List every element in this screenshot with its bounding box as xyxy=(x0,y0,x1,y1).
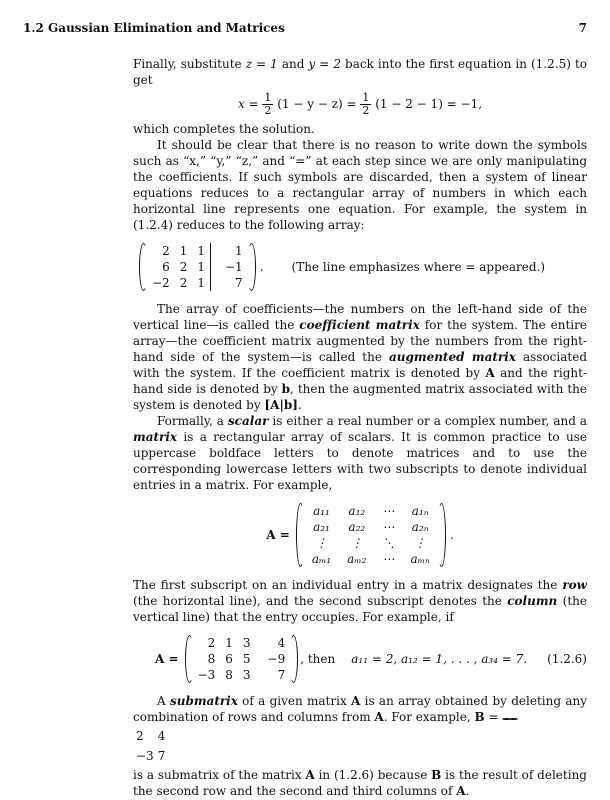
paragraph-row-column: The first subscript on an individual entry in a matrix designates the row (the horizontal line), and the second subscript denotes the column (the vertical line) that the entry occupies. For example, if xyxy=(133,578,587,624)
equation-number: (1.2.6) xyxy=(547,652,587,666)
paragraph-completes: which completes the solution. xyxy=(133,122,315,136)
general-matrix: a₁₁ a₁₂ ⋯ a₁ₙ a₂₁ a₂₂ ⋯ a₂ₙ ⋮ ⋮ ⋱ ⋮ aₘ₁ aₘ₂ ⋯ aₘₙ xyxy=(296,503,446,567)
paragraph-substitute: Finally, substitute z = 1 and y = 2 back into the first equation in (1.2.5) to get xyxy=(133,57,587,87)
paragraph-coefficient-matrix: The array of coefficients—the numbers on the left-hand side of the vertical line—is called the coefficient matrix for the system. The entire array—the coefficient matrix augmented by the numbers from the right-hand side of the system—is called the augmented matrix associated with the system. If the coefficient matrix is denoted by A and the right-hand side is denoted by b, then the augmented matrix associated with the system is denoted by [A|b]. xyxy=(133,302,587,412)
paragraph-scalar: Formally, a scalar is either a real number or a complex number, and a matrix is a rectangular array of scalars. It is common practice to use uppercase boldface letters to denote matrices and to use the corresponding lowercase letters with two subscripts to denote individual entries in a matrix. For example, xyxy=(133,414,588,492)
section-title: 1.2 Gaussian Elimination and Matrices xyxy=(23,21,285,35)
equation-1-2-6: A = 2 1 3 4 8 6 5 −9 −3 8 3 7 , then a₁₁ = 2, a₁₂ = 1, . . . , a₃₄ = 7. (1.2.6) xyxy=(155,636,587,682)
general-matrix-display: A = a₁₁ a₁₂ ⋯ a₁ₙ a₂₁ a₂₂ ⋯ a₂ₙ ⋮ ⋮ ⋱ ⋮ aₘ₁ aₘ₂ ⋯ aₘₙ . xyxy=(266,504,454,566)
array-display: 2 1 1 1 6 2 1 −1 −2 2 1 7 . (The line emphasizes where = appeared.) xyxy=(139,243,587,291)
paragraph-submatrix: A submatrix of a given matrix A is an array obtained by deleting any combination of rows and columns from A. For example, B = xyxy=(133,694,588,724)
array-note: (The line emphasizes where = appeared.) xyxy=(291,260,546,274)
page-number: 7 xyxy=(578,21,587,35)
paragraph-symbols: It should be clear that there is no reason to write down the symbols such as “x,” “y,” “z,” and “=” at each step since we are only manipulating the coefficients. If such symbols are discarded, then a system of linear equations reduces to a rectangular array of numbers in which each horizontal line represents one equation. For example, the system in (1.2.4) reduces to the following array: xyxy=(133,138,587,232)
page-body: Finally, substitute z = 1 and y = 2 back into the first equation in (1.2.5) to get x = $\frac{1}{2}$ (1 − y − z) = $\frac{1}{2}$ (1 − 2 − 1) = −1, which completes the solution. It should be clear that there is no reason to write down the symbols such as “x,” “y,” “z,” and “=” at each step since we are only manipulating the coefficients. If such symbols are discarded, then a system of linear equations reduces to a rectangular array of numbers in which each horizontal line represents one equation. For example, the system in (1.2.4) reduces to the following array: 2 1 1 1 6 2 1 −1 −2 2 1 7 . (The line emphasizes where = appeared.) The array of coefficients—the numbers on the left-hand side of the vertical line—is called the coefficient matrix for the system. The entire array—the coefficient matrix augmented by the numbers from the right-hand side of the system—is called the augmented matrix associated with the system. If the coefficient matrix is denoted by A and the right-hand side is denoted by b, then the augmented matrix associated with the system is denoted by [A|b]. Formally, a scalar is either a real number or a complex number, and a matrix is a rectangular array of scalars. It is common practice to use uppercase boldface letters to denote matrices and to use the corresponding lowercase letters with two subscripts to denote individual entries in a matrix. For example, A = a₁₁ a₁₂ ⋯ a₁ₙ a₂₁ a₂₂ ⋯ a₂ₙ ⋮ ⋮ ⋱ ⋮ aₘ₁ aₘ₂ ⋯ aₘₙ . The first subscript on an individual entry in a matrix designates the row (the horizontal line), and the second subscript denotes the column (the vertical line) that the entry occupies. For example, if A = 2 1 3 4 8 6 5 −9 −3 8 3 7 , then a₁₁ = 2, a₁₂ = 1, . . . , a₃₄ = 7. (1.2.6) A submatrix of a given matrix A is an array obtained by deleting any combination of rows and columns from A. For example, B = 2 4 −3 7 is a submatrix of the matrix A in (1.2.6) because B is the result of deleting the second row and the second and third columns of A. xyxy=(133,57,588,798)
augmented-array: 2 1 1 1 6 2 1 −1 −2 2 1 7 xyxy=(139,243,256,291)
running-header xyxy=(23,21,587,35)
equation-x: x = $\frac{1}{2}$ (1 − y − z) = $\frac{1}{2}$ (1 − 2 − 1) = −1, xyxy=(237,91,483,117)
example-matrix: 2 1 3 4 8 6 5 −9 −3 8 3 7 xyxy=(185,635,299,683)
